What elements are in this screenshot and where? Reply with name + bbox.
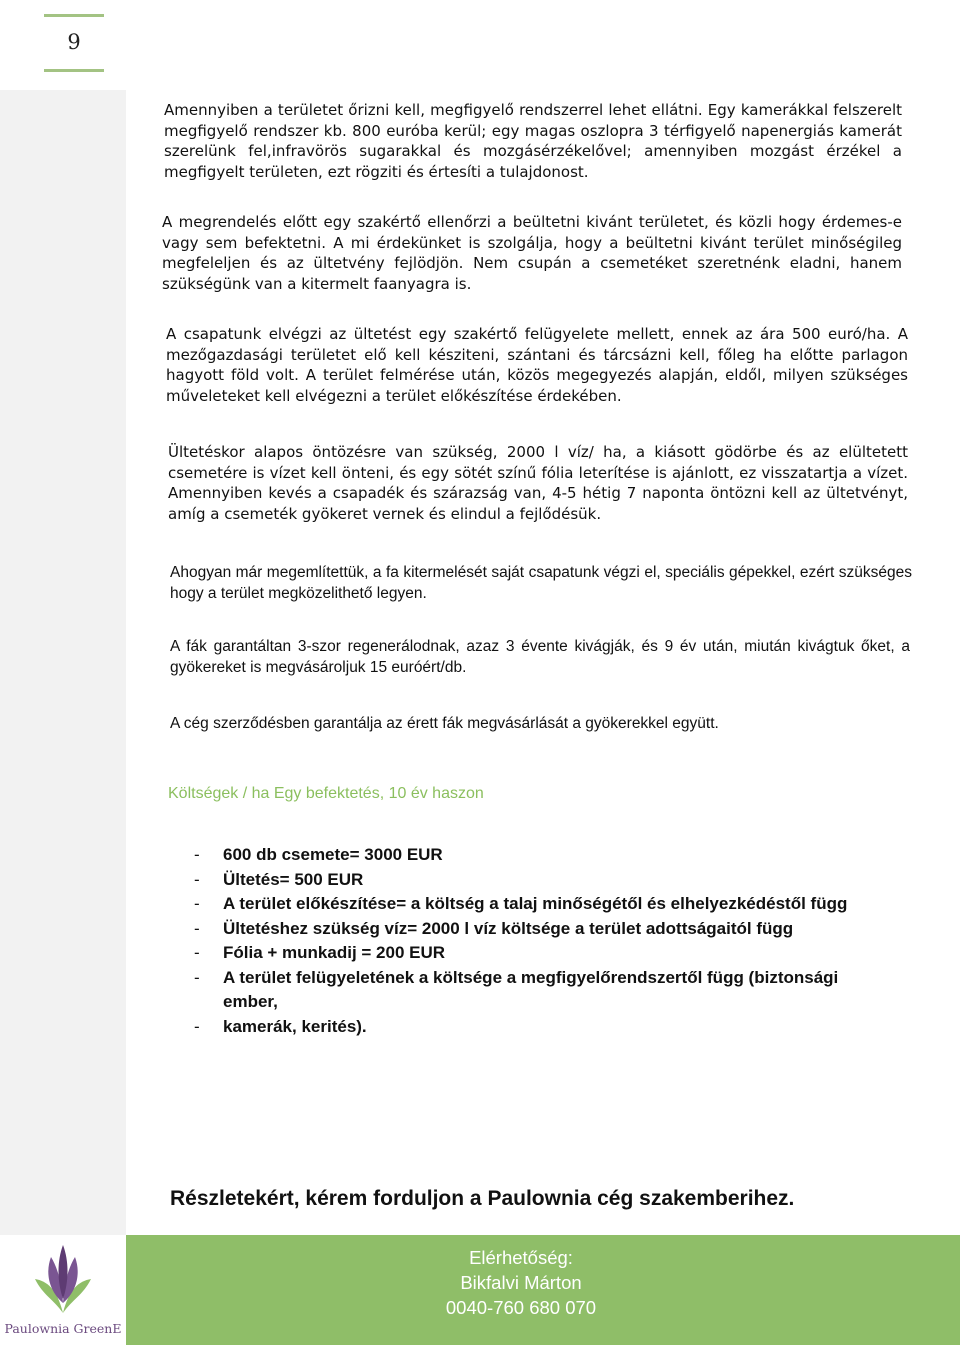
list-bullet: - <box>194 869 200 889</box>
list-bullet: - <box>194 943 200 962</box>
cost-item <box>194 1015 884 1040</box>
paragraph-planting-team: A csapatunk elvégzi az ültetést egy szakértő felügyelete mellett, ennek az ára 500 euró/ha. A mezőgazdasági területet elő kell késziteni, szántani és tárcsázni kell, főleg ha előtte parlagon hagyott föld volt. A terület felmérése után, közös megegyezés alapján, eldől, milyen szükséges műveleteket kell elvégezni a terület előkészítése érdekében. <box>166 325 908 405</box>
cost-item <box>194 843 884 868</box>
cost-item-text: Fólia + munkadij = 200 EUR <box>223 943 446 962</box>
footer-band <box>126 1235 960 1345</box>
contact-label: Elérhetőség: <box>469 1247 573 1268</box>
cost-item-text: A terület előkészítése= a költség a talaj minőségétől és elhelyezkédéstől függ <box>223 894 848 913</box>
paragraph-harvesting: Ahogyan már megemlítettük, a fa kitermelését saját csapatunk végzi el, speciális gépekkel, ezért szükséges hogy a terület megközelithető legyen. <box>170 564 912 602</box>
paragraph-surveillance: Amennyiben a területet őrizni kell, megfigyelő rendszerrel lehet ellátni. Egy kamerákkal felszerelt megfigyelő rendszer kb. 800 euróba kerül; egy magas oszlopra 3 térfigyelő napenergiás kamerát szerelünk fel,infravörös sugarakkal és mozgásérzékelővel; amennyiben mozgást érzékel a megfigyelt területen, ezt rögziti és értesíti a tulajdonost. <box>164 101 902 181</box>
cost-item <box>194 917 884 942</box>
logo-wordmark: Paulownia GreenE <box>4 1321 122 1336</box>
page-number-block <box>44 14 104 72</box>
leaf-logo-icon <box>25 1239 101 1319</box>
cost-item-text: Ültetés= 500 EUR <box>223 869 364 889</box>
cost-item <box>194 966 884 1015</box>
cost-item <box>194 868 884 893</box>
cost-item-text: kamerák, kerités). <box>223 1016 367 1036</box>
list-bullet: - <box>194 845 200 864</box>
paragraph-contract-guarantee: A cég szerződésben garantálja az érett fák megvásárlását a gyökerekkel együtt. <box>170 715 719 732</box>
paragraph-regeneration: A fák garantáltan 3-szor regenerálodnak, azaz 3 évente kivágják, és 9 év után, miután kivágtuk őket, a gyökereket is megvásároljuk 15 euróért/db. <box>170 638 910 676</box>
paragraph-expert-assessment: A megrendelés előtt egy szakértő ellenőrzi a beültetni kivánt területet, és közli hogy érdemes-e vagy sem befektetni. A mi érdekünket is szolgálja, hogy a beültetni kivánt terület minőségileg megfeleljen és az ültetvény fejlödjön. Nem csupán a csemetéket szeretnénk eladni, hanem szükségünk van a kitermelt faanyagra is. <box>162 213 902 293</box>
list-bullet: - <box>194 894 200 913</box>
closing-statement: Részletekért, kérem forduljon a Paulownia cég szakemberihez. <box>170 1187 795 1210</box>
cost-item-text: A terület felügyeletének a költsége a megfigyelőrendszertől függ (biztonsági ember, <box>223 967 839 1011</box>
list-bullet: - <box>194 1016 200 1036</box>
contact-phone: 0040-760 680 070 <box>445 1297 597 1318</box>
page-number: 9 <box>67 30 81 54</box>
paragraph-irrigation: Ültetéskor alapos öntözésre van szükség, 2000 l víz/ ha, a kiásott gödörbe és az elültetett csemetére is vízet kell önteni, és egy sötét színű fólia leterítése is ajánlott, ez visszatartja a vízet. Amennyiben kevés a csapadék és szárazság van, 4-5 hétig 7 naponta öntözni kell az ültetvényt, amíg a csemeték gyökeret vernek és elindul a fejlődésük. <box>168 443 908 523</box>
cost-item <box>194 941 884 966</box>
contact-block <box>386 1245 656 1320</box>
cost-list <box>194 843 884 1039</box>
list-bullet: - <box>194 967 200 987</box>
cost-item-text: 600 db csemete= 3000 EUR <box>223 845 443 864</box>
list-bullet: - <box>194 918 200 938</box>
cost-item-text: Ültetéshez szükség víz= 2000 l víz költsége a terület adottságaitól függ <box>223 918 794 938</box>
left-sidebar-band <box>0 90 126 1235</box>
costs-heading: Költségek / ha Egy befektetés, 10 év haszon <box>168 785 484 802</box>
cost-item <box>194 892 884 917</box>
company-logo <box>0 1235 126 1345</box>
page-number-rule-bottom <box>44 69 104 72</box>
contact-name: Bikfalvi Márton <box>460 1272 582 1293</box>
page-number-rule-top <box>44 14 104 17</box>
